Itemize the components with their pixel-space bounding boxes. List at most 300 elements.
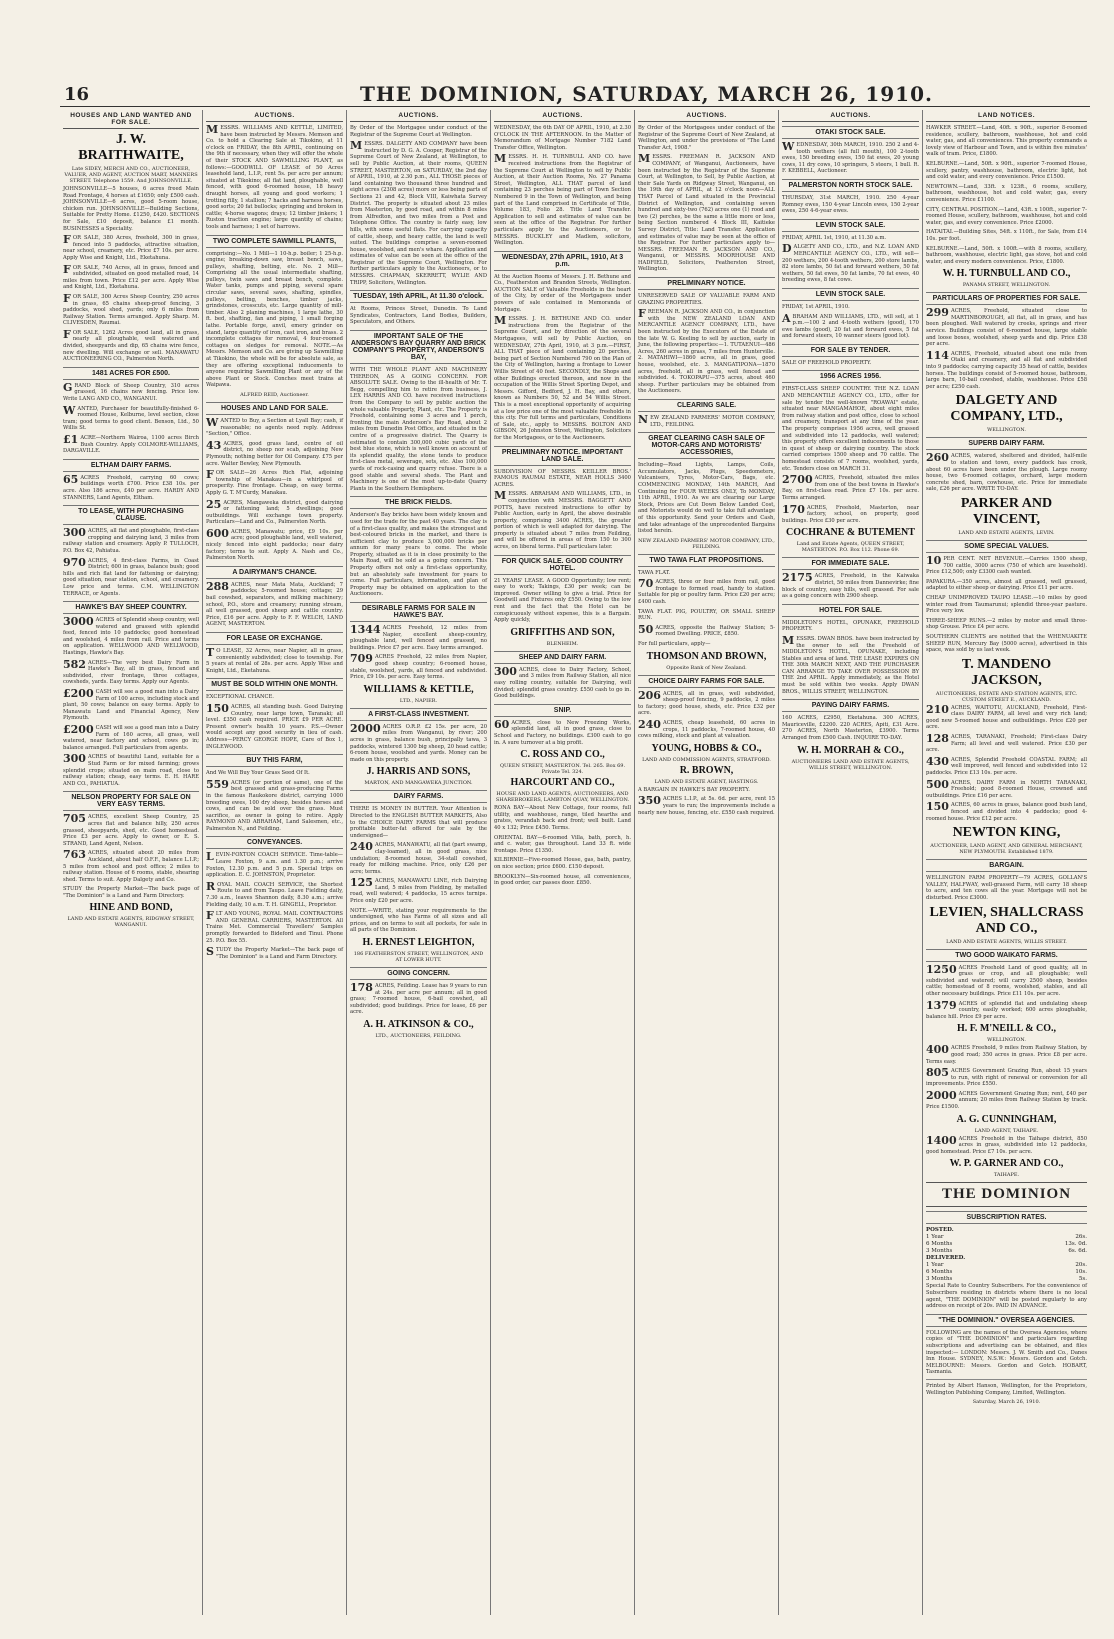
ad-lead-figure: 2175 — [782, 571, 813, 585]
ad-text: ACRES, TARANAKI, Freehold; First-class Dairy Farm; all level and well watered. Price £30 per acre. — [926, 734, 1087, 754]
ad-lead-figure: N — [638, 412, 649, 426]
ad-lead-figure: 559 — [206, 777, 229, 791]
advertisement — [206, 701, 343, 750]
section-heading: LEVIN STOCK SALE. — [782, 288, 919, 301]
ad-text: ACRES, all in grass, well subdivided, sheep-proof fencing, 9 paddocks, 2 miles to factory; good house, sheds, etc. Price £32 per acre. — [638, 690, 775, 717]
advertisement — [638, 412, 775, 428]
section-heading: 1956 ACRES 1956. — [782, 370, 919, 383]
ad-text: ESSRS. H. H. TURNBULL AND CO. have received instructions from the Registrar of the Supreme Court at Wellington to sell by Public Auction, at their Auction Rooms, No. 27 Panama Street, Wellington, ALL THAT parcel of land containing 23 perches being part of Town Section Numbered 9 in the Town of Wellington, and being part of the Land comprised in Certificate of Title, Volume 183, Folio 28. Title Land Transfer. Application to sell and estimates of value can be seen at the office of the Registrar. For further particulars apply to the Auctioneers, or to MESSRS. BUCKLEY and Madlem, solicitors, Wellington. — [494, 154, 631, 247]
ad-lead-figure: 300 — [63, 752, 86, 766]
advertisement — [782, 195, 919, 215]
ad-text: ACRES, all standing bush. Good Dairying Country, near large town, Taranaki; all level. £350 cash required. PRICE £9 PER ACRE. Present owner's health 10 years. P.S.—Owner would accept any good security in lieu of cash. Address—PERCY GEORGE HOPE, Care of Box 1, INGLEWOOD. — [206, 703, 343, 750]
advertisement — [926, 754, 1087, 777]
advertisement — [926, 453, 1087, 493]
ad-text: ESSRS. FREEMAN R. JACKSON AND COMPANY, of Wanganui, Auctioneers, have been instructed by the Registrar of the Supreme Court, at Wellington, to Sell, by Public Auction, at their Sale Yards on Ridgway Street, Wanganui, on the 19th day of APRIL, at 12 o'clock noon—ALL THAT Parcel of Land situated in the Provincial District of Wellington, and containing seven hundred and sixty-two (762) acres one (1) rood and two (2) perches, be the same a little more or less, being Section numbered 4 Block III, Kaitieke Survey District, Title: Land Transfer. Application and estimates of value may be seen at the office of the Registrar. For further particulars apply to—MESSRS. FREEMAN R. JACKSON AND CO., Wanganui, or MESSRS. MOORHOUSE AND HADFIELD, Solicitors, Featherston Street, Wellington. — [638, 154, 775, 273]
advertisement — [782, 620, 919, 633]
advertisement — [206, 770, 343, 777]
ad-text: A BARGAIN IN HAWKE'S BAY PROPERTY. — [638, 786, 750, 793]
advertisement — [206, 579, 343, 628]
ad-text: ACRES Freehold, 22 miles from Napier, good sheep country; 6-roomed house, stable, woolshed, yards, all fenced and subdivided. Price, £9 10s. per acre. Easy terms. — [350, 654, 487, 681]
advertiser-name: T. MANDENO JACKSON, — [961, 656, 1052, 688]
ad-text: ACRES, Mangaweka district, good dairying or fattening land; 5 dwellings; good outbuildings. Will exchange town property. Particulars—Land and Co., Palmerston North. — [206, 499, 343, 526]
ad-lead-figure: 709 — [350, 652, 373, 666]
ad-text: WEDNESDAY, the 6th DAY OF APRIL, 1910, at 2.30 O'CLOCK IN THE AFTERNOON. In the Matter of Memorandum of Mortgage Number 7182 Land Transfer Office, Wellington. — [494, 125, 631, 151]
advertisement — [63, 262, 199, 291]
agencies-text: FOLLOWING are the names of the Oversea Agencies, where copies of "THE DOMINION" and particulars regarding subscriptions and advertising can be obtained, and files inspected:— LONDON: Messrs. J. W. Smith and Co., Danes Inn House. SYDNEY, N.S.W.: Messrs. Gordon and Gotch. MELBOURNE: Messrs. Gordon and Gotch. HOBART, Tasmania. — [926, 1329, 1087, 1376]
advertisement — [63, 886, 199, 899]
rate-row — [926, 1241, 1087, 1248]
advertiser-name: R. BROWN, — [679, 764, 734, 776]
section-heading: SOME SPECIAL VALUES. — [926, 540, 1087, 553]
advertiser-address: WELLINGTON. — [987, 1037, 1026, 1044]
section-heading: ELTHAM DAIRY FARMS. — [63, 459, 199, 472]
advertiser-address: LAND AND COMMISSION AGENTS, STRATFORD. — [642, 756, 771, 763]
advertisement — [638, 641, 775, 648]
advertiser-name: HARCOURT AND CO., — [510, 777, 615, 789]
ad-text: ESSRS. J. H. BETHUNE AND CO. under instructions from the Registrar of the Supreme Court, and by direction of the several Mortgagees, will sell by Public Auction, on WEDNESDAY, 27th April, 1910, at 3 p.m.—FIRST, ALL THAT piece of land containing 20 perches, being part of Section Numbered 790 on the Plan of the City of Wellington, having a frontage to Lower Willis Street of 40 feet. SECONDLY, the Shops and other Buildings erected thereon, and now in the occupation of the Willis Street Sporting Depot, and Messrs. Gifford, Bedford, J. H. Bay, and others, known as Numbers 50, 52 and 54 Willis Street. This is a most exceptional opportunity of acquiring at a low price one of the most valuable freeholds in this city. For full terms and particulars, Conditions of Sale, etc., apply to MESSRS. BOLTON AND GIBSON, 26 Johnston Street, Wellington, Solicitors for the Mortgagees, or to the Auctioneers. — [494, 316, 631, 441]
ad-lead-figure: R — [206, 879, 216, 893]
column-header: HOUSES AND LAND WANTED AND FOR SALE. — [63, 110, 199, 129]
advertisement — [494, 664, 631, 700]
ad-text: SOUTHERN CLIENTS are notified that the WHENUAKITE SHEEP RUN, Mercury Bay (5000 acres), advertised in this space, was sold by us last week. — [926, 633, 1087, 654]
advertisement — [926, 702, 1087, 731]
advertisement — [494, 578, 631, 624]
advertisement — [206, 694, 343, 701]
ad-text: ACRES, MANAWATU, all flat (part swamp, clay-loamed), all in good grass, nice undulation; 8-roomed house, 34-stall cowshed, ready for milking machine. Price, only £26 per acre; terms. — [350, 842, 487, 875]
newspaper-title: THE DOMINION, SATURDAY, MARCH 26, 1910. — [360, 82, 933, 106]
ad-text: ANTED, Purchaser for beautifully-finished 6-roomed House, Kelburne, level section, close tram; good terms to good client. Benson, Ltd., 50 Willis St. — [63, 405, 199, 432]
ad-lead-figure: 70 — [638, 577, 654, 591]
ad-lead-figure: 65 — [63, 472, 79, 486]
ad-text: ESSRS. DWAN BROS. have been instructed by the owner to sell the Freehold of MIDDLETON'S HOTEL, OPUNAKE, including Stables and area of land. THE LEASE EXPIRES ON THE 30th MARCH NEXT, AND THE PURCHASER CAN ARRANGE TO TAKE OVER POSSESSION BY THE 2nd APRIL. Apply immediately, as the Hotel must be sold within two weeks. Apply DWAN BROS., WILLIS STREET, WELLINGTON. — [782, 635, 919, 695]
advertiser-name: DALGETY AND COMPANY, LTD., — [950, 393, 1063, 425]
ad-text: CITY, CENTRAL POSITION.—Land, 43ft. x 100ft., superior 7-roomed House, scullery, bathroom, washhouse, hot and cold water, gas, and every convenience. Price £2000. — [926, 206, 1087, 226]
advertisement — [782, 715, 919, 741]
advertisement — [350, 367, 487, 492]
ad-text: OYAL MAIL COACH SERVICE, the Shortest Route to and from Taupo. Leave Fielding daily, 7.30 a.m., leaves Shannon daily, 8.30 a.m.; arrive Fielding daily, 10 a.m. T. H. GINGELL, Proprietor. — [206, 881, 343, 908]
ad-lead-figure: 299 — [926, 306, 949, 320]
ad-lead-figure: 206 — [638, 688, 661, 702]
section-heading: OTAKI STOCK SALE. — [782, 126, 919, 139]
page-number: 16 — [64, 84, 90, 105]
ad-text: REEMAN R. JACKSON AND CO., in conjunction with the NEW ZEALAND LOAN AND MERCANTILE AGENCY COMPANY, LTD., have been instructed by the Executors of the Estate of the late W. G. Keeling to sell by auction, early in June, the following properties:—1. TUTAENUI—486 Acres, 260 acres in grass, 7 miles from Hunterville. 2. MATAHIWI—1860 acres, all in grass, good house, woolshed, etc. 3. MANGATIPONA—1870 acres, freehold, all in grass, well fenced and subdivided. 4. TOKOPAPU—375 acres, about 460 sheep. Further particulars may be obtained from the Auctioneers. — [638, 309, 775, 395]
advertiser-name: PARKER AND VINCENT, — [960, 495, 1053, 527]
advertisement — [63, 186, 199, 232]
advertiser-address: Late SIDEY, MERCH AND CO., AUCTIONEER, VALUER, AND AGENT, AUCTION MART, MANNERS STREET. Telephone 1559. And JOHNSONVILLE. — [64, 166, 198, 184]
ad-text: ACRES Freehold, 9 miles from Railway Station, by good road; 350 acres in grass. Price £8 per acre. Terms easy. — [926, 1045, 1087, 1065]
advertisement — [206, 852, 343, 878]
ad-text: ACRES Government Grazing Run; rent, £40 per annum; 20 miles from Railway Station by track. Price £1500. — [926, 1090, 1087, 1111]
column-header: AUCTIONS. — [350, 110, 487, 122]
ad-lead-figure: 10 — [926, 553, 942, 567]
ad-text: At Rooms, Princes Street, Dunedin. To Land Syndicates, Contractors, Land Bodies, Builders, Speculators, and Others. — [350, 306, 487, 326]
rate-price: 26s. — [1075, 1234, 1087, 1241]
ad-text: ACRES, situated about 20 miles from Auckland, about half O.F.F., balance L.I.P.; 5 miles from school and post office; 2 miles to railway station. House of 6 rooms, stable, shearing shed. Terms to suit. Apply Dalgety and Co. — [63, 850, 199, 883]
ad-text: RAND Block of Sheep Country, 310 acres grassed, 16 chains new fencing. Price low. Write LANG AND CO., WANGANUI. — [63, 382, 199, 403]
advertiser-name: H. F. M'NEILL & CO., — [956, 1023, 1057, 1035]
advertiser-name: W. H. TURNBULL AND CO., — [942, 268, 1071, 280]
ad-lead-figure: W — [782, 140, 795, 153]
ad-lead-figure: 500 — [926, 777, 949, 791]
advertiser-address: HOUSE AND LAND AGENTS, AUCTIONEERS, AND SHAREBROKERS, LAMBTON QUAY, WELLINGTON. — [495, 791, 630, 804]
ad-lead-figure: 128 — [926, 732, 949, 746]
ad-lead-figure: 763 — [63, 848, 86, 862]
ad-lead-figure: 1400 — [926, 1133, 957, 1147]
ad-text: WELLINGTON FARM PROPERTY—79 ACRES, GOLLAN'S VALLEY, HALFWAY, well-grassed Farm, will carry 18 sheep to acre, and ten cows all the year. Mortgage will not be disturbed. Price £3000. — [926, 875, 1087, 901]
ad-text: SALE OF FREEHOLD PROPERTY. — [782, 359, 872, 366]
section-heading: FOR SALE BY TENDER. — [782, 344, 919, 357]
advertisement — [926, 1068, 1087, 1088]
advertisement — [638, 154, 775, 273]
advertisement — [494, 717, 631, 746]
advertisement — [782, 304, 919, 311]
rate-row — [926, 1234, 1087, 1241]
rate-price: 20s. — [1075, 1262, 1087, 1269]
ad-lead-figure: M — [638, 152, 651, 166]
ad-lead-figure: 125 — [350, 876, 373, 890]
advertisement — [926, 246, 1087, 266]
section-heading: PRELIMINARY NOTICE. — [638, 277, 775, 290]
ad-text: O LEASE, 32 Acres, near Napier, all in grass, conveniently subdivided; close to township. For 5 years at rental of 28s. per acre. Apply Wise and Knight, Ltd., Eketahuna. — [206, 648, 343, 674]
advertisement — [782, 311, 919, 340]
ad-text: NOTE.—WRITE, stating your requirements to the undersigned, who has Farms of all sizes and all prices, and on terms to suit all pockets, for sale in all parts of the Dominion. — [350, 907, 487, 934]
ad-text: ACRES Freehold in the Taihape district, 850 acres in grass, subdivided into 12 paddocks, good homestead. Price £7 10s. per acre. — [926, 1135, 1087, 1155]
ad-text: ACRES, Freehold, situated close to MARTINBOROUGH, all flat, all in grass, and has been ploughed. Well watered by creeks, springs and river service. Buildings consist of 6-roomed house, large stable and loose boxes, woolshed, sheep yards and dip. Price £38 per acre. — [926, 308, 1087, 348]
subscription-rates-heading: SUBSCRIPTION RATES. — [926, 1211, 1087, 1224]
advertisement — [494, 835, 631, 855]
ad-lead-figure: F — [63, 262, 71, 276]
advertisement — [926, 1088, 1087, 1111]
ad-text: JOHNSONVILLE—5 houses, 6 acres freed Main Road Frontage, 4 horses at £1650; only £500 cash. JOHNSONVILLE—6 acres, good 5-room house, chicken run. JOHNSONVILLE—Building Sections, Suitable for Pretty Home. £1250, £420. SECTIONS for Sale, £10 deposit, balance £1 month. BUSINESSES a Speciality. — [63, 186, 199, 232]
advertisement — [206, 947, 343, 960]
advertiser-address: LTD., AUCTIONEERS, FEILDING. — [375, 1033, 462, 1039]
advertiser-name: WILLIAMS & KETTLE, — [363, 683, 474, 695]
column-header: AUCTIONS. — [494, 110, 631, 122]
ad-text: HAWKER STREET.—Land, 40ft. x 90ft., superior 8-roomed residence, scullery, bathroom, washhouse, hot and cold water, gas, and all conveniences. This property commands a lovely view of Harbour and Town, and is within five minutes' walk of tram. Price, £1800. — [926, 125, 1087, 158]
advertiser-name: J. HARRIS AND SONS, — [366, 766, 471, 778]
ad-text: ANTED to Buy, a Section at Lyall Bay; cash, if reasonable; no agents need reply. Address "Section," Office. — [206, 417, 343, 438]
rate-period: 6 Months — [926, 1241, 953, 1248]
ad-lead-figure: 2000 — [350, 721, 381, 735]
ad-lead-figure: 600 — [206, 526, 229, 540]
advertisement — [638, 688, 775, 717]
ad-lead-figure: 2000 — [926, 1088, 957, 1102]
ad-text: At the Auction Rooms of Messrs. J. H. Bethune and Co., Featherston and Brandon Streets, Wellington. AUCTION SALE of Valuable Freeholds in the heart of the City, by order of the Mortgagees under powers of sale contained in Memoranda of Mortgage. — [494, 273, 631, 313]
section-heading: DAIRY FARMS. — [350, 790, 487, 803]
ad-lead-figure: 170 — [782, 502, 805, 516]
section-heading: HOUSES AND LAND FOR SALE. — [206, 402, 343, 415]
section-heading: NELSON PROPERTY FOR SALE ON VERY EASY TERMS. — [63, 791, 199, 811]
masthead — [60, 82, 1090, 107]
ad-lead-figure: 210 — [926, 702, 949, 716]
advertisement — [63, 435, 199, 455]
ad-text: By Order of the Mortgagees under conduct of the Registrar of the Supreme Court of New Zealand, at Wellington, and under the provisions of "The Land Transfer Act, 1908." — [638, 125, 775, 151]
rate-period: 3 Months — [926, 1248, 953, 1255]
advertisement — [63, 327, 199, 363]
advertisement — [926, 802, 1087, 822]
ad-text: ACRES, Freehold, situated about one mile from Otaki and creamery, and all flat and subdivided into 9 paddocks; carrying capacity 35 head of cattle, besides horses. The buildings consist of 5-roomed house, bathroom, large barn, 10-bail cowshed, stable, washhouse. Price £58 per acre; £250 cash. — [926, 350, 1087, 390]
section-heading: PALMERSTON NORTH STOCK SALE. — [782, 179, 919, 192]
ad-text: KELBURNE.—Land, 50ft. x 100ft.—with 8 rooms, scullery, bathroom, washhouse, electric light, gas stove, hot and cold water, and every modern convenience. Price, £1800. — [926, 245, 1087, 265]
rate-price: 6s. 6d. — [1068, 1248, 1087, 1255]
ad-text: ACRES, Freehold, in the Kaiwaka district, 50 miles from Dannevirke; fine block of country, easy hills, well grassed. For sale as a going concern with 2900 sheep. — [782, 573, 919, 600]
ad-text: ACRES of Splendid sheep country, well watered and grassed with splendid feed, fenced into 10 paddocks; good homestead and woolshed, 4 miles from rail. Price and terms on application. WELLWOOD AND WELLWOOD, Hastings, Hawke's Bay. — [63, 617, 199, 657]
ad-text: TUDY the Property Market—The back page of "The Dominion" is a Land and Farm Directory. — [215, 947, 343, 960]
advertiser-address: AUCTIONEER, LAND AGENT, AND GENERAL MERCHANT, NEW PLYMOUTH. Established 1879. — [930, 843, 1083, 856]
advertisement — [494, 469, 631, 489]
section-heading: 1481 ACRES FOR £500. — [63, 367, 199, 380]
section-heading: HAWKE'S BAY SHEEP COUNTRY. — [63, 601, 199, 614]
ad-text: LT AND YOUNG, ROYAL MAIL CONTRACTORS AND GENERAL CARRIERS, MASTERTON. All Trains Met. Commercial Travellers' Samples promptly forwarded to Bideford and Tinui. Phone 25. P.O. Box 55. — [206, 911, 343, 944]
ad-text: OR SALE, 300 Acres Sheep Country, 250 acres in grass, 65 chains sheep-proof fencing, 3 paddocks, wool shed, yards; only 6 miles from Railway Station. Terms arranged. Apply Sharp. M. CLIVESDEN, Raumai. — [63, 293, 199, 327]
advertisement — [638, 622, 775, 638]
advertisement — [206, 415, 343, 438]
section-heading: HOTEL FOR SALE. — [782, 604, 919, 617]
column-2 — [203, 110, 347, 1615]
advertisement — [926, 553, 1087, 576]
ad-text: MIDDLETON'S HOTEL, OPUNAKE, FREEHOLD PROPERTY. — [782, 619, 919, 633]
ad-lead-figure: S — [206, 945, 214, 959]
advertisement — [926, 634, 1087, 654]
advertisement — [350, 908, 487, 934]
section-heading: TWO TAWA FLAT PROPOSITIONS. — [638, 554, 775, 567]
ad-lead-figure: 300 — [494, 664, 517, 678]
advertisement — [63, 850, 199, 883]
section-heading: CHOICE DAIRY FARMS FOR SALE. — [638, 675, 775, 688]
advertisement — [206, 497, 343, 526]
ad-text: ESSRS. WILLIAMS AND KETTLE, LIMITED, have been instructed by Messrs. Memson and Co. to hold a Clearing Sale at Tikokino, at 11 o'clock on FRIDAY, the 8th APRIL, continuing on the 9th if necessary, when they will offer the whole of their STOCK AND SAWMILLING PLANT, as follows:—GOODWILL OF LEASE of 50 Acres leasehold land, L.I.P., rent 5s. per acre per annum; situated at Tikokino; all flat land, ploughable, well fenced, with good 6-roomed house, 18 heavy draught horses, all young and good workers; 1 trotting filly, 1 stallion; 7 hacks and harness horses, good sorts; 20 fat bullocks; springing and broken in cattle; 4-horse wagons; drays; 12 timber jinkers; 1 Ruston traction engine; large quantity of chains; tools and harness; 1 set of harrows. — [206, 125, 343, 230]
ad-text: THERE IS MONEY IN BUTTER. Your Attention is Directed to the ENGLISH BUTTER MARKETS, Also to the CHOICE DAIRY FARMS that will produce profitable butter-fat offered for sale by the undersigned— — [350, 806, 487, 839]
advertiser-address: ALFRED REID, Auctioneer. — [240, 391, 309, 398]
section-heading: BUY THIS FARM, — [206, 754, 343, 767]
advertiser-name: A. H. ATKINSON & CO., — [363, 1019, 474, 1030]
section-heading: IMPORTANT SALE OF THE ANDERSON'S BAY QUARRY AND BRICK COMPANY'S PROPERTY, ANDERSON'S BAY, — [350, 330, 487, 364]
advertisement — [926, 734, 1087, 754]
dominion-box-title: THE DOMINION — [926, 1182, 1087, 1207]
advertisement — [494, 805, 631, 831]
ad-text: ACRES Freehold, 12 miles from Napier, excellent sheep-country, ploughable land, well fenced and grassed, no buildings. Price £7 per acre. Easy terms arranged. — [350, 625, 487, 651]
ad-text: And We Will Buy Your Grass Seed Of It. — [206, 770, 310, 777]
advertiser-address: PANAMA STREET, WELLINGTON. — [962, 282, 1051, 289]
column-header: AUCTIONS. — [782, 110, 919, 122]
advertiser-address: LAND AND ESTATE AGENT, HASTINGS. — [654, 778, 759, 785]
ad-lead-figure: 60 — [494, 717, 510, 731]
ad-text: ACRES (or portion of same), one of the best grassed and grass-producing Farms in the famous Raukokore district, carrying 1000 breeding ewes, 100 dry sheep, besides horses and cows, and can be sold over the grass. Must sacrifice, as owner is going to retire. Apply RAYMOND AND ABRAHAM, Land Salesmen, etc., Palmerston N., and Feilding. — [206, 779, 343, 832]
ad-lead-figure: M — [494, 152, 507, 166]
ad-text: comprising:—No. 1 Mill—1 10-h.p. boiler; 1 25-h.p. engine; breaking-down saw, breast bench, saws, pulleys, shafting, belting, etc. No. 2 Mill—Comprising all the usual intermediate shafting, pulleys, twin saws and breast bench, complete. Water tanks, pumps and piping, several spare circular saws, several saws, shafting, spindles, pulleys, belting, benches, timber jacks, grindstones, crosscuts, etc. Large quantity of mill-timber. Also 2 planing machines, 1 large lathe, 30 ft. bed, shafting, fan and piping, 1 small forging lathe. Portable forge, anvil, emery grinder on stand, large quantity of iron, cast iron, and brass. 2 incomplete cottages for removal, 4 four-roomed cottages on sledges for removal. NOTE.—As Messrs. Memson and Co. are giving up Sawmilling at Tikokino, the whole will be for absolute sale, as they are offering exceptional inducements to anyone requiring Sawmilling Plant or any of the above Plant or Stock. Conches meet trains at Waipawa. — [206, 250, 343, 389]
ad-lead-figure: 1344 — [350, 623, 381, 637]
advertisement — [206, 879, 343, 908]
rate-row — [926, 1248, 1087, 1255]
ad-lead-figure: 240 — [638, 718, 661, 731]
advertisement — [494, 125, 631, 151]
column-1 — [60, 110, 203, 1615]
ad-text: KILBIRNIE—Five-roomed House, gas, bath, pantry, on nice section; price £600. £150 deposit. — [494, 857, 631, 870]
ad-text: By Order of the Mortgagee under conduct of the Registrar of the Supreme Court at Wellington. — [350, 125, 487, 138]
advertiser-name: J. W. BRAITHWAITE, — [78, 132, 184, 163]
rate-price: 10s. — [1075, 1269, 1087, 1276]
section-heading: TWO COMPLETE SAWMILL PLANTS, — [206, 235, 343, 248]
ad-text: ACRES, WAITOTU, AUCKLAND, Freehold, First-class DAIRY FARM, all level and very rich land; good new 5-roomed house and outbuildings. Price £20 per acre. — [926, 704, 1087, 731]
ad-text: UNRESERVED SALE OF VALUABLE FARM AND GRAZING PROPERTIES. — [638, 293, 775, 306]
column-5 — [635, 110, 779, 1615]
advertisement — [638, 579, 775, 605]
advertisement — [926, 308, 1087, 348]
ad-text: OR SALE, 1262 Acres good land, all in grass, nearly all ploughable, well watered and divided, sheepyards and dip, 65 chains wire fence, new dwelling. Will exchange or sell. MANAWATU AUCTIONEERING CO., Palmerston North. — [63, 329, 199, 363]
section-heading: SUPERB DAIRY FARM. — [926, 437, 1087, 450]
advertisement — [63, 380, 199, 403]
ad-text: ACRES, MANAWATU LINE, rich Dairying Land, 5 miles from Fielding, by metalled road, well watered; 4 paddocks, 15 acres turnips. Price only £20 per acre. — [350, 878, 487, 905]
ad-text: ACRES, opposite the Railway Station; 5-roomed Dwelling. PRICE, £850. — [655, 624, 775, 638]
ad-text: BROOKLYN—Six-roomed house, all conveniences, in good order, car passes door. £850. — [494, 873, 631, 887]
ad-text: ACRE—Northern Wairoa, 1100 acres Birch Bush Country. Apply COLMORE-WILLIAMS, DARGAVILLE. — [63, 435, 199, 455]
ad-text: OR SALE—26 Acres Rich Flat, adjoining township of Manakau—in a whirlpool of prosperity. Fine frontage. Cheap, on easy terms. Apply G. T. M'Curdy, Manakau. — [206, 470, 343, 496]
ad-lead-figure: F — [638, 307, 646, 321]
ad-lead-figure: L — [206, 850, 214, 864]
ad-lead-figure: 582 — [63, 657, 86, 671]
advertisement — [638, 796, 775, 816]
ad-lead-figure: 288 — [206, 579, 229, 593]
section-heading: BARGAIN. — [926, 859, 1087, 872]
rate-period: 6 Months — [926, 1269, 953, 1276]
advertisement — [350, 125, 487, 138]
ad-text: ACRES Government Grazing Run, about 15 years to run, with right of renewal or conversion for all improvements. Price £550. — [926, 1068, 1087, 1088]
ad-text: ACRES, DAIRY FARM in NORTH TARANAKI, Freehold; good 8-roomed House, crowned and outbuildings. Price £16 per acre. — [926, 779, 1087, 799]
advertisement — [494, 491, 631, 550]
advertisement — [350, 721, 487, 764]
advertisement — [926, 184, 1087, 204]
ad-text: HATAITAI.—Building Sites, 54ft. x 110ft., for Sale, from £14 10s. per foot. — [926, 229, 1087, 242]
imprint-date: Saturday, March 26, 1910. — [972, 1399, 1041, 1406]
rate-row — [926, 1269, 1087, 1276]
agencies-heading: "THE DOMINION." OVERSEA AGENCIES. — [926, 1314, 1087, 1327]
advertisement — [494, 857, 631, 870]
ad-text: ACRES, 4 first-class Farms, in Coast District; 600 in grass, balance bush; good hills and rich flat land for fattening or dairying; good situation, near station, school, and creamery. Low price and terms. C.M. WELLINGTON TERRACE, or Agents. — [63, 557, 199, 597]
ad-lead-figure: 240 — [350, 840, 373, 854]
ad-text: FRIDAY, APRIL 1st, 1910, at 11.30 a.m. — [782, 234, 887, 241]
advertisement — [63, 754, 199, 787]
ad-text: ACRES, Freehold, situated five miles from one of the best towns in Hawke's Bay, on first-class road. Price £7 10s. per acre. Terms arranged. — [782, 475, 919, 501]
ad-text: WITH THE WHOLE PLANT AND MACHINERY THEREON, AS A GOING CONCERN. FOR ABSOLUTE SALE. Owing to the ill-health of Mr. T. Begg, compelling him to retire from business, J. LEX HARRIS AND CO. have received instructions from the Company to sell by public auction the whole valuable Property, Plant, etc. The Property is Freehold, containing some 3 acres and 1 perch, fronting the main Anderson's Bay Road, about 2 miles from Dunedin Post Office, and situated in the centre of a progressive district. The Quarry is estimated to contain 300,000 cubic yards of the best blue stone, which is well known on account of its splendid quality, the stone tends to produce first-class metal, sewerage, sets, etc. Also 100,000 yards of rock-casing and quarry refuse. There is a good stable and several sheds. The Plant and Machinery is one of the most up-to-date Quarry Plants in the Southern Hemisphere. — [350, 367, 487, 492]
advertisement — [350, 625, 487, 651]
ad-lead-figure: 150 — [206, 701, 229, 715]
ad-lead-figure: T — [206, 646, 215, 659]
ad-lead-figure: M — [350, 139, 363, 153]
ad-lead-figure: 430 — [926, 754, 949, 768]
ad-lead-figure: D — [782, 242, 792, 256]
advertisement — [206, 470, 343, 496]
advertisement — [63, 689, 199, 722]
advertisement — [350, 878, 487, 904]
advertisement — [782, 633, 919, 695]
advertiser-address: LAND AND ESTATE AGENTS, LEVIN. — [958, 529, 1055, 536]
advertisement — [350, 306, 487, 326]
section-heading: WEDNESDAY, 27th APRIL, 1910, At 3 p.m. — [494, 251, 631, 271]
advertisement — [926, 229, 1087, 242]
advertisement — [350, 654, 487, 680]
ad-text: ACRES, all flat and ploughable, first-class cropping and dairying land, 3 miles from railway station and creamery. Apply P. TULLOCH, P.O. Box 42, Pahiatua. — [63, 528, 199, 554]
advertisement — [63, 472, 199, 501]
ad-lead-figure: W — [206, 415, 219, 429]
advertisement — [63, 291, 199, 327]
advertisement — [926, 161, 1087, 181]
ad-text: TAWA FLAT. — [638, 569, 671, 576]
ad-text: For full particulars, apply— — [638, 641, 711, 648]
column-7 — [923, 110, 1090, 1615]
ad-lead-figure: £200 — [63, 687, 94, 701]
ad-text: ACRES, excellent Sheep Country, 25 acres flat and balance hilly, 250 acres grassed, sheepyards, shed, etc. Good homestead. Price £3 per acre. Apply to owner, or E. S. STRAND, Land Agent, Nelson. — [63, 814, 199, 847]
ad-text: KELBURNE.—Land, 50ft. x 90ft., superior 7-roomed House, scullery, pantry, washhouse, bathroom, electric light, hot and cold water, and every convenience. Price £1500. — [926, 160, 1087, 181]
section-heading: SHEEP AND DAIRY FARM. — [494, 651, 631, 664]
ad-text: NEWTOWN.—Land, 33ft. x 123ft., 6 rooms, scullery, bathroom, washhouse, hot and cold water, gas, every convenience. Price £1100. — [926, 183, 1087, 203]
advertiser-address: MARTON, AND MANGAWEKA JUNCTION. — [364, 780, 473, 787]
section-heading: TO LEASE, WITH PURCHASING CLAUSE. — [63, 505, 199, 525]
advertiser-name: W. H. MORRAH & CO., — [797, 744, 904, 756]
advertiser-name: C. ROSS AND CO., — [520, 749, 605, 761]
ad-lead-figure: 300 — [63, 526, 86, 540]
ad-lead-figure: 2700 — [782, 473, 813, 487]
section-heading: TUESDAY, 19th APRIL, At 11.30 o'clock. — [350, 290, 487, 303]
advertiser-name: GRIFFITHS AND SON, — [510, 626, 615, 638]
advertisement — [206, 125, 343, 231]
advertiser-name: H. ERNEST LEIGHTON, — [362, 937, 475, 949]
advertisement — [206, 648, 343, 674]
advertiser-name: NEWTON KING, — [952, 825, 1061, 841]
ad-text: CASH will see a good man into a Dairy Farm of 160 acres, all grass, well watered, near factory and school, cows go in; balance arranged. Full particulars from agents. — [63, 725, 199, 751]
ad-text: ESSRS. ABRAHAM AND WILLIAMS, LTD., in conjunction with MESSRS. BAGGETT AND POTTS, have received instructions to offer by Public Auction, early in April, the above desirable property, comprising 3400 ACRES, the greater portion of which is well adapted for dairying. The property is situated about 7 miles from Feilding, and will be offered in areas of from 150 to 300 acres, on liberal terms. Full particulars later. — [494, 491, 631, 551]
advertisement — [638, 462, 775, 535]
ad-text: EVIN-FOXTON COACH SERVICE. Time-table—Leave Foxton, 9 a.m. and 1.30 p.m.; arrive Foxton, 12.30 p.m. and 5 p.m. Special trips on application. E. C. JOHNSTON, Proprietor. — [206, 852, 343, 879]
ad-text: OR SALE, 380 Acres, freehold, 300 in grass, fenced into 5 paddocks, attractive situation, near school, creamery, etc. Price £7 10s. per acre. Apply Wise and Knight, Ltd., Eketahuna. — [63, 235, 199, 261]
advertisement — [206, 526, 343, 562]
ad-text: ACRES, near Mata Mata, Auckland; 7 paddocks; 5-roomed house; cottage; 29 bail cowshed, separators, and milking machinery; school, P.O., store and creamery; running stream, all well grassed, good sheep and cattle country. Price, £16 per acre. Apply to F. F. WELCH, LAND AGENT, MASTERTON. — [206, 581, 343, 628]
ad-text: EXCEPTIONAL CHANCE. — [206, 694, 274, 701]
advertisement — [63, 403, 199, 432]
advertisement — [206, 777, 343, 833]
advertisement — [494, 154, 631, 246]
advertisement — [206, 438, 343, 467]
ad-lead-figure: 400 — [926, 1043, 949, 1057]
ad-text: ACRES L.I.P., at 5s. 6d. per acre, rent 15 years to run; the improvements include a nearly new house, fencing, etc. £550 cash required. — [638, 796, 775, 816]
advertisement — [494, 274, 631, 314]
ad-text: ACRES, Freehold, Masterton, near factory, school, on property, good buildings. Price £30 per acre. — [782, 504, 919, 524]
ad-lead-figure: 1379 — [926, 998, 957, 1012]
advertisement — [926, 595, 1087, 615]
advertisement — [638, 720, 775, 740]
advertisement — [638, 293, 775, 306]
ad-text: ORIENTAL BAY—6-roomed Villa, bath, porch, h. and c. water, gas throughout. Land 33 ft. wide frontage. Price £1350. — [494, 834, 631, 854]
ad-lead-figure: M — [494, 489, 507, 503]
section-heading: PAYING DAIRY FARMS. — [782, 699, 919, 712]
advertisement — [350, 512, 487, 598]
advertisement — [926, 207, 1087, 227]
ad-text: ACRES, Manawatu; price, £9 10s. per acre; good ploughable land, well watered, nicely fenced into eight paddocks; near dairy factory; terms to suit. Apply A. Nash and Co., Palmerston North. — [206, 528, 343, 562]
section-heading: A DAIRYMAN'S CHANCE. — [206, 566, 343, 579]
advertisement — [63, 814, 199, 847]
ad-text: OR SALE, 740 Acres, all in grass, fenced and subdivided, situated on good metalled road, 14 miles from town. Price £12 per acre. Apply Wise and Knight, Ltd., Eketahuna. — [63, 264, 199, 291]
ad-text: FIRST-CLASS SHEEP COUNTRY. THE N.Z. LOAN AND MERCANTILE AGENCY CO., LTD., offer for sale by tender the well-known "ROAWAI" estate, situated near MANGAMAHOE, about eight miles from railway station and post office, close to school and creamery, transport at any time of the year. The property comprises 1956 acres, well grassed and subdivided into 12 paddocks, well watered; this property offers excellent inducements to those in quest of sheep or dairying country. The stock carried comprises 1500 sheep and 70 cattle. The homestead consists of 7 rooms, woolshed, yards, etc. Tenders close on MARCH 31. — [782, 386, 919, 472]
ad-text: ACRES Freehold, carrying 60 cows; buildings worth £700. Price £38 10s. per acre. Also 186 acres, £40 per acre. HARDY AND STANNERS, Land Agents, Eltham. — [63, 474, 199, 501]
ad-lead-figure: 114 — [926, 348, 949, 362]
advertisement — [926, 348, 1087, 391]
advertiser-address: BLENHEIM. — [546, 640, 579, 647]
advertisement — [350, 806, 487, 839]
ad-lead-figure: 970 — [63, 555, 86, 569]
advertiser-address: AUCTIONEERS LAND AND ESTATE AGENTS, WILLIS STREET, WELLINGTON. — [791, 758, 910, 771]
ad-text: BRAHAM AND WILLIAMS, LTD., will sell, at 1 p.m.—100 2 and 4-tooth wethers (good), 170 ewe lambs (good), 20 fat and forward ewes, 5 fat and forward steers, 10 wanner steers (good lot). — [782, 313, 919, 340]
posted-label: POSTED. — [926, 1227, 954, 1234]
advertisement — [206, 911, 343, 944]
